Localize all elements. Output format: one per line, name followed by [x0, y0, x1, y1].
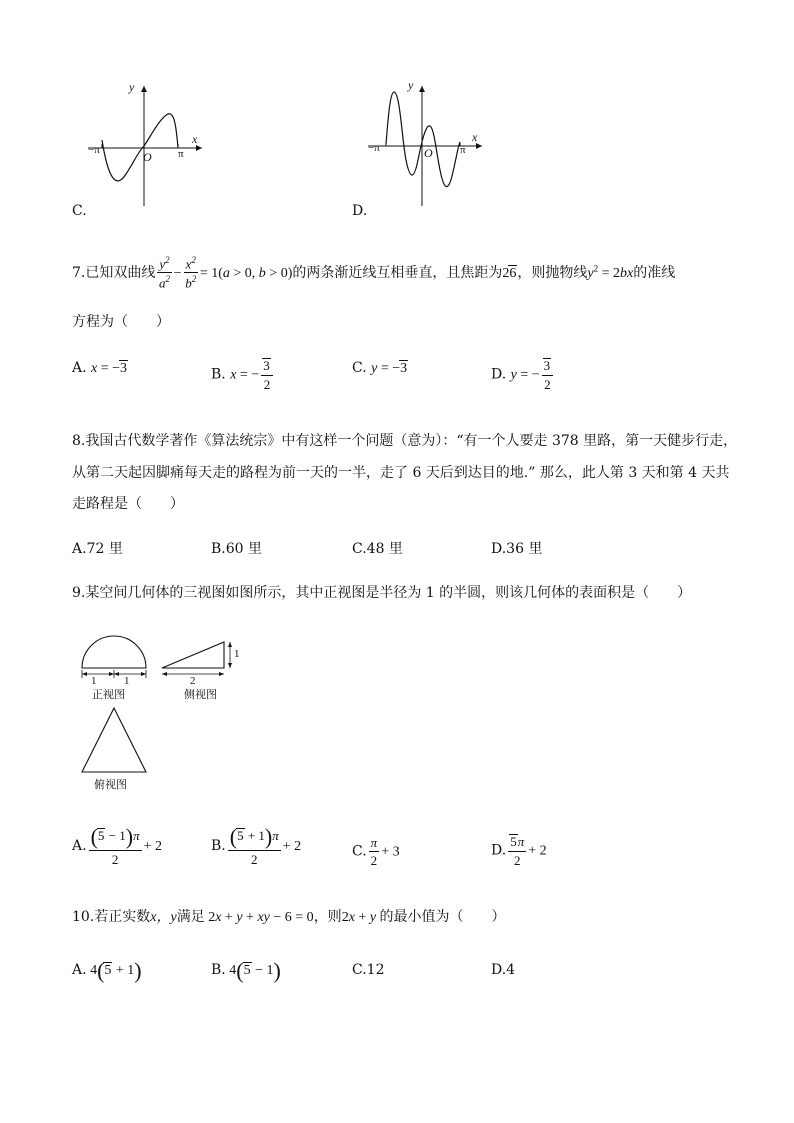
q10-prefix: 10.若正实数 [72, 909, 151, 925]
q7-frac-x: $\frac{x^2}{b^2}$ [185, 255, 197, 291]
q10-option-a[interactable]: A. 4(5 + 1) [72, 958, 142, 983]
graph-d-pos-pi: π [460, 144, 466, 156]
side-dim-base: 2 [190, 675, 196, 687]
q7-focal: 26 [502, 265, 517, 281]
graph-c [80, 78, 210, 208]
q10-vars: x，y [150, 910, 177, 925]
q7-line1: 7.已知双曲线 $\frac{y^2}{a^2}$ − $\frac{x^2}{b^2}$ = 1(a > 0, b > 0)的两条渐近线互相垂直，且焦距为26，则抛物线$y^2 = 2bx$的准线 [72, 255, 676, 291]
q7-frac-y: $\frac{y^2}{a^2}$ [159, 255, 170, 291]
graph-d-label: D. [352, 203, 368, 219]
front-view-label: 正视图 [92, 688, 125, 701]
q10-option-c[interactable]: C.12 [352, 962, 385, 978]
graph-d-neg-pi: −π [368, 142, 380, 154]
q10-suffix: 的最小值为（ ） [379, 909, 506, 925]
q10-mid: 满足 [176, 909, 205, 925]
top-view-label: 俯视图 [94, 778, 127, 791]
graph-c-label: C. [72, 203, 87, 219]
q10-mid2: ，则 [313, 909, 342, 925]
q8-option-c[interactable]: C.48 里 [352, 541, 403, 557]
q7-suffix: 的准线 [633, 264, 676, 281]
graph-c-origin: O [143, 150, 152, 164]
q7-line2: 方程为（ ） [72, 314, 170, 330]
q9-option-d[interactable]: D. $\frac{5\pi}{2}$ + 2 [491, 834, 547, 869]
q10-option-d[interactable]: D.4 [491, 962, 516, 978]
q8-option-b[interactable]: B.60 里 [211, 541, 263, 557]
graph-d-axis-x: x [472, 130, 478, 144]
graph-c-axis-y: y [129, 80, 135, 94]
three-view-svg [78, 634, 248, 794]
q7-option-a[interactable]: A. x = −3 [72, 360, 128, 376]
q8-line3: 走路程是（ ） [72, 496, 184, 512]
q9-option-c[interactable]: C. $\frac{\pi}{2}$ + 3 [352, 835, 400, 868]
q9-option-a[interactable]: A. $\frac{(5 - 1)\pi}{2}$ + 2 [72, 824, 162, 867]
q7-condition: = 1(a > 0, b > 0) [199, 265, 293, 281]
front-dim-right: 1 [124, 675, 130, 687]
q10-expr: 2x + y [341, 910, 377, 925]
graph-d [362, 80, 492, 208]
side-view-label: 侧视图 [184, 688, 217, 701]
graph-c-neg-pi: −π [88, 144, 100, 156]
q7-parabola: $y^2 = 2bx$ [587, 263, 634, 281]
graph-c-axis-x: x [192, 132, 198, 146]
graph-d-axis-y: y [408, 78, 414, 92]
side-dim-height: 1 [234, 648, 240, 660]
q7-mid2: ，则抛物线 [517, 264, 588, 281]
q8-line1: 8.我国古代数学著作《算法统宗》中有这样一个问题（意为）：“有一个人要走 378 里路，第一天健步行走， [72, 433, 738, 449]
graph-c-svg [80, 78, 210, 208]
q8-line2: 从第二天起因脚痛每天走的路程为前一天的一半，走了 6 天后到达目的地.” 那么，此人第 3 天和第 4 天共 [72, 465, 730, 481]
q8-option-d[interactable]: D.36 里 [491, 541, 543, 557]
q10-line [72, 906, 506, 926]
q10-equation: 2x + y + xy − 6 = 0 [204, 910, 314, 925]
q7-prefix: 7.已知双曲线 [72, 264, 156, 281]
q7-mid: 的两条渐近线互相垂直，且焦距为 [292, 264, 503, 281]
q8-option-a[interactable]: A.72 里 [72, 541, 123, 557]
three-view-figure [78, 634, 248, 794]
graph-d-origin: O [424, 146, 433, 160]
graph-c-pos-pi: π [178, 148, 184, 160]
q10-option-b[interactable]: B. 4(5 − 1) [211, 958, 281, 983]
front-dim-left: 1 [91, 675, 97, 687]
q7-option-d[interactable]: D. y = − $\frac{3}{2}$ [491, 358, 555, 391]
q7-option-b[interactable]: B. x = − $\frac{3}{2}$ [211, 358, 275, 391]
q9-text: 9.某空间几何体的三视图如图所示，其中正视图是半径为 1 的半圆，则该几何体的表面积是（ ） [72, 585, 692, 601]
q7-option-c[interactable]: C. y = −3 [352, 360, 408, 376]
q9-option-b[interactable]: B. $\frac{(5 + 1)\pi}{2}$ + 2 [211, 824, 302, 867]
